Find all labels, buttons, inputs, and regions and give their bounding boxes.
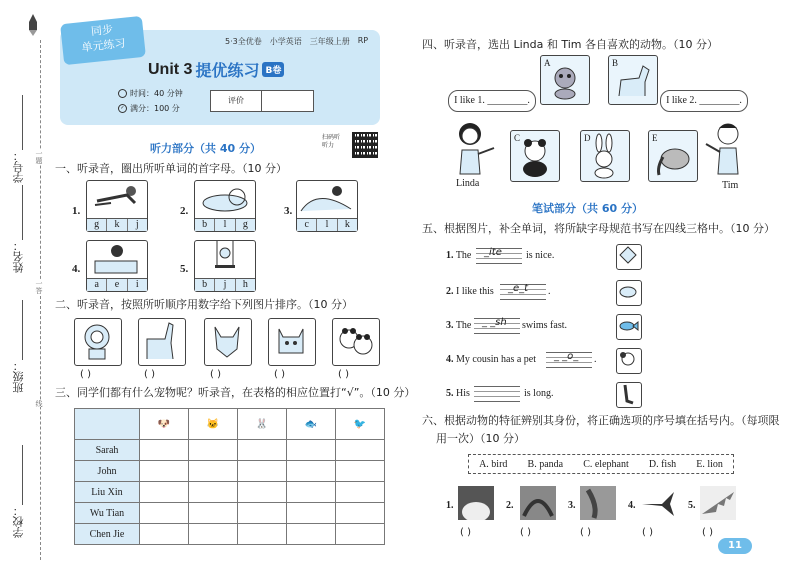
check-cell[interactable] xyxy=(287,461,336,482)
cat-icon xyxy=(269,319,313,363)
q1-num-5: 5. xyxy=(180,263,189,275)
margin-mark-1: 一题 xyxy=(35,150,43,164)
q2-pic-cat xyxy=(268,318,316,366)
skate-figure-icon xyxy=(87,181,145,215)
letter-option[interactable]: b xyxy=(202,279,208,290)
belt-icon xyxy=(616,280,642,306)
q4-option-e[interactable] xyxy=(648,130,698,182)
time-row xyxy=(118,88,183,99)
q4-option-a[interactable] xyxy=(540,55,590,105)
check-cell[interactable] xyxy=(287,524,336,545)
margin-mark-2: 一答 xyxy=(35,280,43,294)
check-cell[interactable] xyxy=(336,440,385,461)
pet-table-wrap xyxy=(74,408,385,545)
qr-code-icon[interactable] xyxy=(352,132,378,158)
boy-icon xyxy=(702,120,750,176)
q6-num-4: 4. xyxy=(628,500,636,511)
dog-icon xyxy=(616,348,642,374)
q5-given: _ite xyxy=(484,247,502,258)
check-cell[interactable] xyxy=(287,440,336,461)
q2-paren-1[interactable]: ( ) xyxy=(80,369,91,380)
unit-tag: B卷 xyxy=(262,62,284,77)
q2-paren-5[interactable]: ( ) xyxy=(338,369,349,380)
check-cell[interactable] xyxy=(238,461,287,482)
school-blank[interactable] xyxy=(22,445,23,505)
letter-option[interactable]: i xyxy=(127,279,147,291)
check-cell[interactable] xyxy=(189,461,238,482)
letter-option[interactable]: g xyxy=(235,219,255,231)
bird-wing-icon xyxy=(700,486,736,520)
q4-option-c[interactable] xyxy=(510,130,560,182)
q5-writing-lines-5[interactable] xyxy=(474,386,520,402)
name-blank[interactable] xyxy=(22,185,23,240)
q5-given: _ _sh xyxy=(482,317,507,328)
margin-mark-3: 线 xyxy=(35,400,43,407)
q5-after-1: is nice. xyxy=(526,250,555,261)
page-number: 11 xyxy=(718,538,752,554)
q1-num-1: 1. xyxy=(72,205,81,217)
table-row xyxy=(75,524,385,545)
q2-paren-4[interactable]: ( ) xyxy=(274,369,285,380)
class-blank[interactable] xyxy=(22,300,23,360)
q1-item-1 xyxy=(86,180,148,232)
check-cell[interactable] xyxy=(189,503,238,524)
binding-margin xyxy=(0,0,50,566)
q6-paren-2[interactable]: ( ) xyxy=(520,527,531,538)
rabbit-icon: 🐰 xyxy=(238,409,287,440)
bird-icon: 🐦 xyxy=(336,409,385,440)
unit-prefix: Unit 3 xyxy=(148,60,193,78)
q6-num-2: 2. xyxy=(506,500,514,511)
eval-box xyxy=(210,90,314,112)
swing-girl-icon xyxy=(195,241,253,275)
check-icon: ✓ xyxy=(118,104,127,113)
score-label: 满分：100 分 xyxy=(130,104,180,113)
q5-before: I like this xyxy=(456,286,494,297)
q4-option-d[interactable] xyxy=(580,130,630,182)
lion-icon xyxy=(75,319,119,363)
letter-option[interactable]: l xyxy=(316,219,336,231)
check-cell[interactable] xyxy=(140,461,189,482)
option-label: D xyxy=(584,133,591,143)
q6-num-3: 3. xyxy=(568,500,576,511)
badge-line-2: 单元练习 xyxy=(80,36,127,55)
fox-icon xyxy=(205,319,249,363)
student-name: Wu Tian xyxy=(75,503,140,524)
check-cell[interactable] xyxy=(238,524,287,545)
q6-pic-4 xyxy=(640,486,676,520)
q5-num: 2. xyxy=(446,286,454,297)
bubble-2: I like 2. ________. xyxy=(660,90,748,112)
written-title: 笔试部分（共 60 分） xyxy=(532,202,643,215)
binding-line xyxy=(40,40,41,560)
q5-num: 5. xyxy=(446,388,454,399)
q6-text: 六、根据动物的特征辨别其身份，将正确选项的序号填在括号内。（每项限 xyxy=(422,414,780,427)
score-row xyxy=(118,103,180,114)
q5-row-5 xyxy=(446,388,470,399)
q5-writing-lines-3[interactable] xyxy=(474,318,520,334)
letter-option[interactable]: h xyxy=(235,279,255,291)
q5-row-4 xyxy=(446,354,536,365)
cat-icon: 🐱 xyxy=(189,409,238,440)
id-label: 学号： xyxy=(12,150,25,183)
series-label: 5·3全优卷 xyxy=(225,37,262,46)
check-cell[interactable] xyxy=(238,482,287,503)
time-label: 时间：40 分钟 xyxy=(130,89,183,98)
check-cell[interactable] xyxy=(336,503,385,524)
grade-label: 三年级上册 xyxy=(309,37,350,46)
option-elephant: C. elephant xyxy=(583,458,629,470)
name-label: 姓名： xyxy=(12,240,25,273)
q6-paren-4[interactable]: ( ) xyxy=(642,527,653,538)
letter-option[interactable]: e xyxy=(106,279,126,291)
q2-text: 二、听录音，按照所听顺序用数字给下列图片排序。（10 分） xyxy=(55,298,353,311)
letter-option[interactable]: l xyxy=(214,219,234,231)
letter-option[interactable]: g xyxy=(94,219,100,230)
sync-badge xyxy=(60,16,146,65)
student-name: Sarah xyxy=(75,440,140,461)
unit-title xyxy=(148,58,284,81)
tim-figure xyxy=(702,120,750,180)
letter-option[interactable]: k xyxy=(106,219,126,231)
q1-letters-3 xyxy=(297,218,357,231)
q5-writing-lines-4[interactable] xyxy=(546,352,592,368)
table-header-row xyxy=(75,409,385,440)
student-name: John xyxy=(75,461,140,482)
sick-girl-icon xyxy=(87,241,145,275)
table-corner xyxy=(75,409,140,440)
check-cell[interactable] xyxy=(140,503,189,524)
clock-icon xyxy=(118,89,127,98)
letter-option[interactable]: k xyxy=(337,219,357,231)
q6-paren-5[interactable]: ( ) xyxy=(702,527,713,538)
q1-letters-4 xyxy=(87,278,147,291)
fish-icon: 🐟 xyxy=(287,409,336,440)
lion-icon xyxy=(195,181,253,215)
qr-caption: 扫码听听力 xyxy=(322,134,341,149)
q1-letters-5 xyxy=(195,278,255,291)
check-cell[interactable] xyxy=(140,524,189,545)
bubble-1: I like 1. ________. xyxy=(448,90,536,112)
panda-ear-icon xyxy=(458,486,494,520)
q6-text-2: 用一次）（10 分） xyxy=(436,432,525,445)
q5-before: His xyxy=(456,388,470,399)
q5-after-2: . xyxy=(548,286,551,297)
badge-line-1: 同步 xyxy=(90,22,114,39)
option-bird: A. bird xyxy=(479,458,508,470)
check-cell[interactable] xyxy=(336,524,385,545)
check-cell[interactable] xyxy=(238,440,287,461)
check-cell[interactable] xyxy=(287,503,336,524)
table-row xyxy=(75,482,385,503)
dog-icon: 🐶 xyxy=(140,409,189,440)
rocket-icon xyxy=(28,14,38,36)
q5-after-4: . xyxy=(594,354,597,365)
check-cell[interactable] xyxy=(140,482,189,503)
check-cell[interactable] xyxy=(140,440,189,461)
q5-num: 4. xyxy=(446,354,454,365)
check-cell[interactable] xyxy=(336,461,385,482)
option-label: C xyxy=(514,133,521,143)
q2-pic-panda xyxy=(332,318,380,366)
q1-item-4 xyxy=(86,240,148,292)
kite-girl-icon xyxy=(297,181,355,215)
letter-option[interactable]: j xyxy=(214,279,234,291)
q5-before: My cousin has a pet xyxy=(456,354,536,365)
q6-num-1: 1. xyxy=(446,500,454,511)
linda-name: Linda xyxy=(456,178,480,189)
q5-after-5: is long. xyxy=(524,388,554,399)
q4-text: 四、听录音，选出 Linda 和 Tim 各自喜欢的动物。（10 分） xyxy=(422,38,719,51)
q6-paren-3[interactable]: ( ) xyxy=(580,527,591,538)
q2-pic-lion xyxy=(74,318,122,366)
q6-options xyxy=(468,454,734,474)
check-cell[interactable] xyxy=(189,524,238,545)
check-cell[interactable] xyxy=(336,482,385,503)
header-meta xyxy=(225,36,368,47)
unit-name: 提优练习 xyxy=(195,61,260,80)
q5-row-3 xyxy=(446,320,471,331)
student-name: Liu Xin xyxy=(75,482,140,503)
option-label: E xyxy=(652,133,658,143)
tim-name: Tim xyxy=(722,180,739,191)
q5-after-3: swims fast. xyxy=(522,320,567,331)
check-cell[interactable] xyxy=(189,482,238,503)
option-fish: D. fish xyxy=(648,458,677,470)
q1-num-2: 2. xyxy=(180,205,189,217)
q1-item-2 xyxy=(194,180,256,232)
fish-icon xyxy=(616,314,642,340)
q1-text: 一、听录音，圈出所听单词的首字母。（10 分） xyxy=(55,162,287,175)
q1-item-5 xyxy=(194,240,256,292)
table-row xyxy=(75,440,385,461)
eval-label: 评价 xyxy=(211,91,262,111)
panda-icon xyxy=(333,319,377,363)
leg-icon xyxy=(616,382,642,408)
school-label: 学校： xyxy=(12,505,25,538)
q6-num-5: 5. xyxy=(688,500,696,511)
letter-option[interactable]: c xyxy=(304,219,309,230)
letter-option[interactable]: j xyxy=(127,219,147,231)
q2-pic-giraffe xyxy=(138,318,186,366)
q6-pic-3 xyxy=(580,486,616,520)
option-lion: E. lion xyxy=(696,458,723,470)
q5-writing-lines-1[interactable] xyxy=(476,248,522,264)
q6-pic-1 xyxy=(458,486,494,520)
q5-num: 1. xyxy=(446,250,454,261)
check-cell[interactable] xyxy=(189,440,238,461)
kite-icon xyxy=(616,244,642,270)
q6-pic-5 xyxy=(700,486,736,520)
q1-item-3 xyxy=(296,180,358,232)
pet-table xyxy=(74,408,385,545)
lion-mane-icon xyxy=(520,486,556,520)
check-cell[interactable] xyxy=(287,482,336,503)
listening-title: 听力部分（共 40 分） xyxy=(150,142,261,155)
subject-label: 小学英语 xyxy=(269,37,302,46)
fish-tail-icon xyxy=(640,486,676,520)
option-label: B xyxy=(612,58,619,68)
q5-writing-lines-2[interactable] xyxy=(500,284,546,300)
q1-num-3: 3. xyxy=(284,205,293,217)
table-row xyxy=(75,503,385,524)
girl-icon xyxy=(450,120,500,176)
option-label: A xyxy=(544,58,551,68)
edition-label: RP xyxy=(357,36,369,45)
q1-num-4: 4. xyxy=(72,263,81,275)
elephant-trunk-icon xyxy=(580,486,616,520)
q4-option-b[interactable] xyxy=(608,55,658,105)
q5-num: 3. xyxy=(446,320,454,331)
q2-pic-fox xyxy=(204,318,252,366)
q3-text: 三、同学们都有什么宠物呢？听录音，在表格的相应位置打“√”。（10 分） xyxy=(55,386,416,399)
id-blank[interactable] xyxy=(22,95,23,150)
table-row xyxy=(75,461,385,482)
q5-given: _e_t xyxy=(508,283,529,294)
eval-field[interactable] xyxy=(262,91,313,111)
q5-before: The xyxy=(455,320,472,331)
q1-letters-1 xyxy=(87,218,147,231)
q6-pic-2 xyxy=(520,486,556,520)
q5-given: _ _o_ xyxy=(554,351,579,362)
student-name: Chen Jie xyxy=(75,524,140,545)
q2-paren-3[interactable]: ( ) xyxy=(210,369,221,380)
linda-figure xyxy=(450,120,500,180)
q5-row-2 xyxy=(446,286,494,297)
q5-text: 五、根据图片，补全单词，将所缺字母规范书写在四线三格中。（10 分） xyxy=(422,222,775,235)
q5-before: The xyxy=(455,250,472,261)
option-panda: B. panda xyxy=(527,458,564,470)
q6-paren-1[interactable]: ( ) xyxy=(460,527,471,538)
letter-option[interactable]: a xyxy=(94,279,99,290)
class-label: 班级： xyxy=(12,360,25,393)
q1-letters-2 xyxy=(195,218,255,231)
giraffe-icon xyxy=(139,319,183,363)
letter-option[interactable]: b xyxy=(202,219,208,230)
check-cell[interactable] xyxy=(238,503,287,524)
q2-paren-2[interactable]: ( ) xyxy=(144,369,155,380)
